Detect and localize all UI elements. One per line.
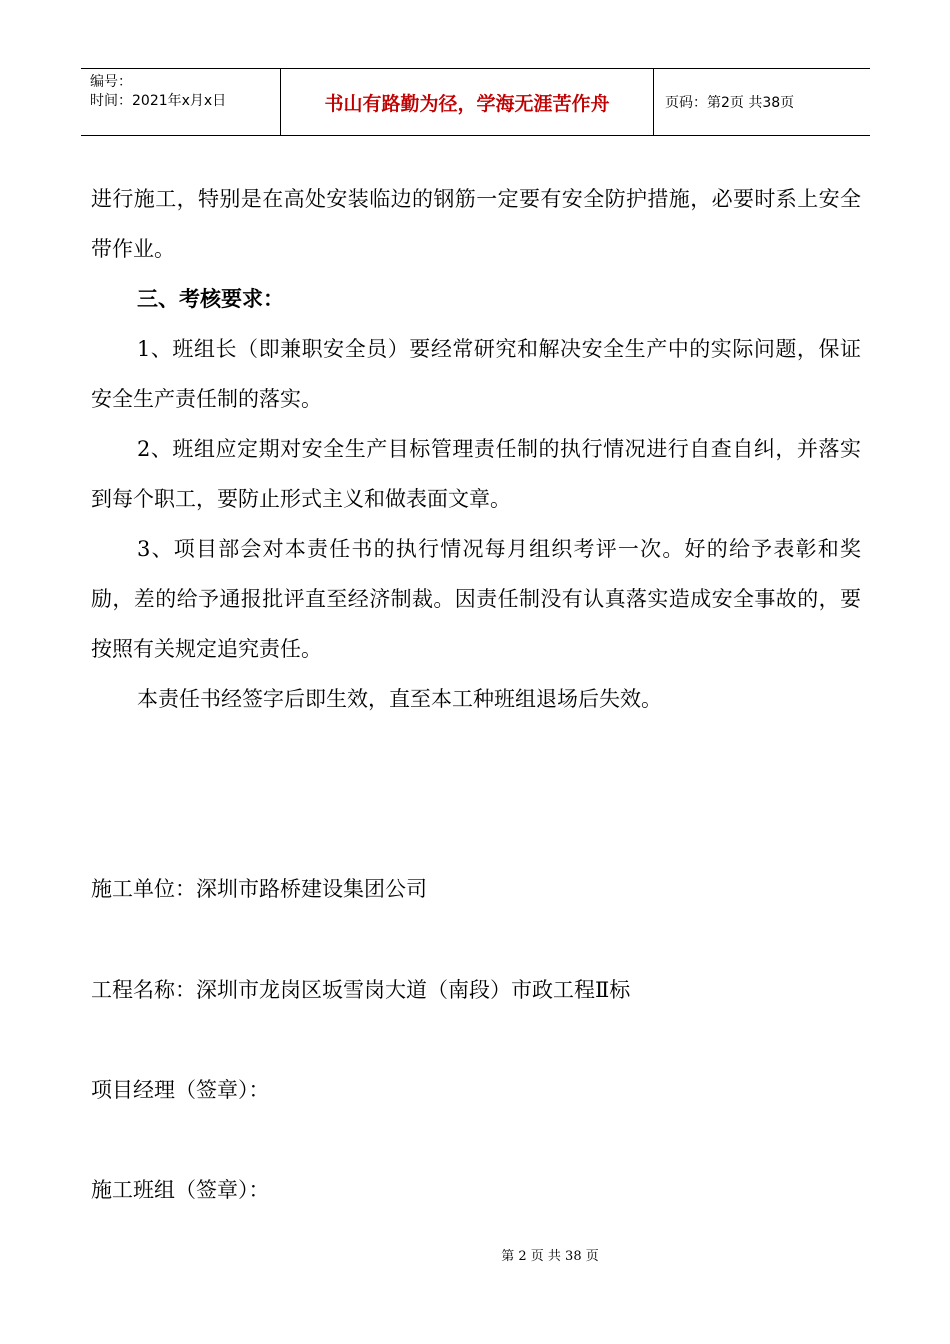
document-code-label: 编号： bbox=[90, 74, 132, 90]
header-meta-cell bbox=[81, 69, 281, 135]
requirement-item-1: 1、班组长（即兼职安全员）要经常研究和解决安全生产中的实际问题，保证安全生产责任制的落实。 bbox=[91, 337, 861, 411]
document-body bbox=[91, 174, 861, 724]
requirement-item-3: 3、项目部会对本责任书的执行情况每月组织考评一次。好的给予表彰和奖励，差的给予通报批评直至经济制裁。因责任制没有认真落实造成安全事故的，要按照有关规定追究责任。 bbox=[91, 537, 861, 661]
work-team-signature-line: 施工班组（签章）： bbox=[91, 1178, 270, 1202]
project-name-line: 工程名称：深圳市龙岗区坂雪岗大道（南段）市政工程Ⅱ标 bbox=[91, 978, 631, 1002]
construction-unit-line: 施工单位：深圳市路桥建设集团公司 bbox=[91, 877, 427, 901]
requirement-item-2: 2、班组应定期对安全生产目标管理责任制的执行情况进行自查自纠，并落实到每个职工，要防止形式主义和做表面文章。 bbox=[91, 437, 861, 511]
header-page-info: 页码：第2页 共38页 bbox=[665, 95, 795, 111]
page-footer: 第 2 页 共 38 页 bbox=[501, 1249, 599, 1264]
continued-paragraph: 进行施工，特别是在高处安装临边的钢筋一定要有安全防护措施，必要时系上安全带作业。 bbox=[91, 187, 861, 261]
effective-clause: 本责任书经签字后即生效，直至本工种班组退场后失效。 bbox=[137, 687, 662, 711]
header-motto: 书山有路勤为径，学海无涯苦作舟 bbox=[281, 69, 654, 135]
document-header bbox=[81, 68, 870, 136]
project-manager-signature-line: 项目经理（签章）： bbox=[91, 1078, 270, 1102]
section-heading: 三、考核要求： bbox=[137, 287, 284, 311]
document-date: 时间：2021年x月x日 bbox=[90, 93, 227, 109]
